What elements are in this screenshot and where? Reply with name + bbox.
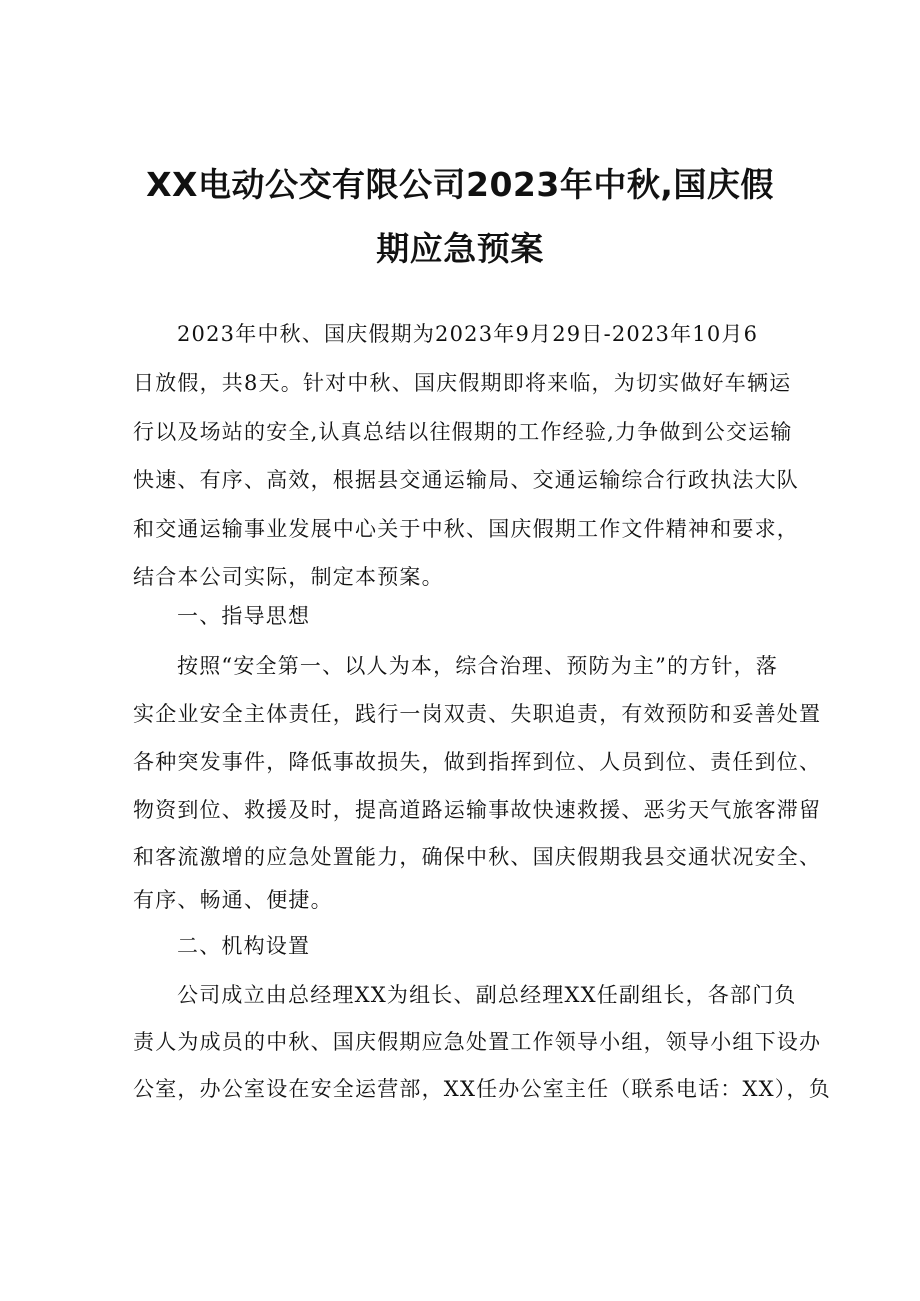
document-title-line-2: 期应急预案	[376, 229, 544, 268]
body-line-10: 物资到位、救援及时，提高道路运输事故快速救援、恶劣天气旅客滞留	[133, 798, 822, 822]
section-heading-guiding-principle: 一、指导思想	[177, 604, 311, 628]
section-heading-organization: 二、机构设置	[177, 934, 311, 958]
body-line-15: 公室，办公室设在安全运营部，XX任办公室主任（联系电话：XX），负	[133, 1077, 831, 1101]
body-line-12: 有序、畅通、便捷。	[133, 888, 333, 912]
body-line-9: 各种突发事件，降低事故损失，做到指挥到位、人员到位、责任到位、	[133, 750, 822, 774]
body-line-3: 行以及场站的安全,认真总结以往假期的工作经验,力争做到公交运输	[133, 420, 793, 444]
body-line-8: 实企业安全主体责任，践行一岗双责、失职追责，有效预防和妥善处置	[133, 702, 822, 726]
document-title-line-1: XX电动公交有限公司2023年中秋,国庆假	[146, 165, 774, 204]
body-line-14: 责人为成员的中秋、国庆假期应急处置工作领导小组，领导小组下设办	[133, 1030, 822, 1054]
body-line-11: 和客流激增的应急处置能力，确保中秋、国庆假期我县交通状况安全、	[133, 845, 822, 869]
body-line-4: 快速、有序、高效，根据县交通运输局、交通运输综合行政执法大队	[133, 468, 799, 492]
body-line-2: 日放假，共8天。针对中秋、国庆假期即将来临，为切实做好车辆运	[133, 371, 792, 395]
body-line-5: 和交通运输事业发展中心关于中秋、国庆假期工作文件精神和要求，	[133, 517, 799, 541]
body-line-7: 按照“安全第一、以人为本，综合治理、预防为主”的方针，落	[177, 654, 779, 678]
body-line-13: 公司成立由总经理XX为组长、副总经理XX任副组长，各部门负	[177, 983, 797, 1007]
body-line-6: 结合本公司实际，制定本预案。	[133, 565, 444, 589]
body-line-1: 2023年中秋、国庆假期为2023年9月29日-2023年10月6	[177, 322, 759, 346]
